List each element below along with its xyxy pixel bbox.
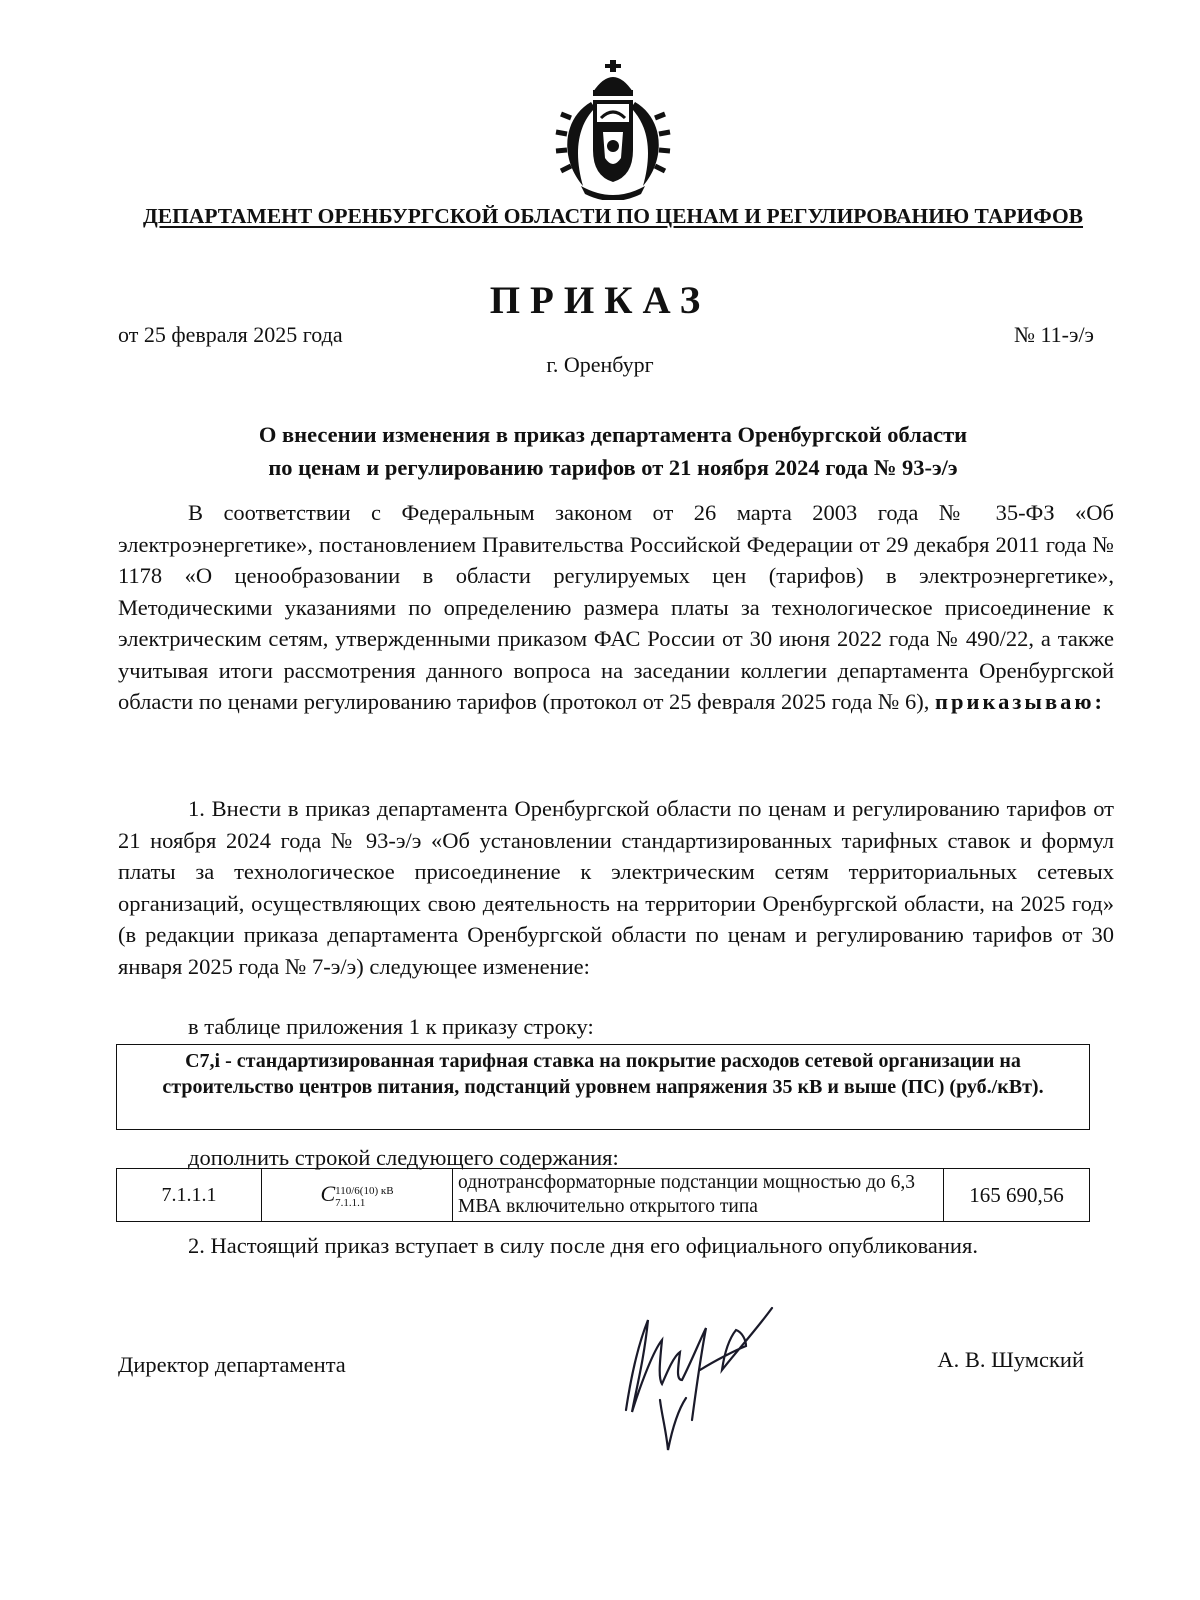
- quoted-table-row: С7,i - стандартизированная тарифная ставка на покрытие расходов сетевой организации на строительство центров питания, подстанций уровнем напряжения 35 кВ и выше (ПС) (руб./кВт).: [116, 1044, 1090, 1130]
- signatory-role: Директор департамента: [118, 1352, 346, 1377]
- signatory-name: А. В. Шумский: [937, 1347, 1084, 1372]
- document-city: г. Оренбург: [546, 352, 654, 377]
- document-number: № 11-э/э: [1014, 322, 1094, 347]
- preamble-paragraph: [118, 497, 1114, 718]
- formula-subscript: 7.1.1.1: [335, 1196, 366, 1209]
- add-row-intro: дополнить строкой следующего содержания:: [188, 1145, 619, 1170]
- formula-superscript: 110/6(10) кВ: [335, 1184, 394, 1197]
- table-reference-paragraph: в таблице приложения 1 к приказу строку:: [188, 1014, 594, 1039]
- row-description-cell: однотрансформаторные подстанции мощностью до 6,3 МВА включительно открытого типа: [453, 1169, 944, 1222]
- department-name: ДЕПАРТАМЕНТ ОРЕНБУРГСКОЙ ОБЛАСТИ ПО ЦЕНАМ И РЕГУЛИРОВАНИЮ ТАРИФОВ: [142, 204, 1084, 228]
- subject-line-1: О внесении изменения в приказ департамента Оренбургской области: [258, 422, 968, 447]
- formula-base: C: [320, 1181, 336, 1207]
- table-row: [117, 1169, 1090, 1222]
- document-date: от 25 февраля 2025 года: [118, 322, 343, 347]
- formula-indices: [335, 1185, 393, 1209]
- row-code-cell: 7.1.1.1: [117, 1169, 262, 1222]
- new-table-row: [116, 1168, 1090, 1222]
- row-value-cell: 165 690,56: [944, 1169, 1090, 1222]
- preamble-text: В соответствии с Федеральным законом от 26 марта 2003 года № 35-ФЗ «Об электроэнергетике», постановлением Правительства Российской Федерации от 29 декабря 2011 года № 1178 «О ценообразовании в области регулируемых цен (тарифов) в электроэнергетике», Методическими указаниями по определению размера платы за технологическое присоединение к электрическим сетям, утвержденными приказом ФАС России от 30 июня 2022 года № 490/22, а также учитывая итоги рассмотрения данного вопроса на заседании коллегии департамента Оренбургской области по ценами регулированию тарифов (протокол от 25 февраля 2025 года № 6),: [118, 500, 1114, 714]
- document-subject: [118, 418, 1108, 484]
- handwritten-signature-icon: [596, 1300, 786, 1460]
- subject-line-2: по ценам и регулированию тарифов от 21 ноября 2024 года № 93-э/э: [268, 455, 958, 480]
- row-formula-cell: [262, 1169, 453, 1222]
- document-type-title: ПРИКАЗ: [489, 279, 711, 322]
- item-2-paragraph: 2. Настоящий приказ вступает в силу после дня его официального опубликования.: [188, 1233, 978, 1258]
- item-1-paragraph: 1. Внести в приказ департамента Оренбургской области по ценам и регулированию тарифов от 21 ноября 2024 года № 93-э/э «Об установлении стандартизированных тарифных ставок и формул платы за технологическое присоединение к электрическим сетям территориальных сетевых организаций, осуществляющих свою деятельность на территории Оренбургской области, на 2025 год» (в редакции приказа департамента Оренбургской области по ценам и регулированию тарифов от 30 января 2025 года № 7-э/э) следующее изменение:: [118, 796, 1114, 979]
- order-word: приказываю:: [935, 689, 1106, 714]
- orenburg-coat-of-arms-icon: [553, 58, 673, 200]
